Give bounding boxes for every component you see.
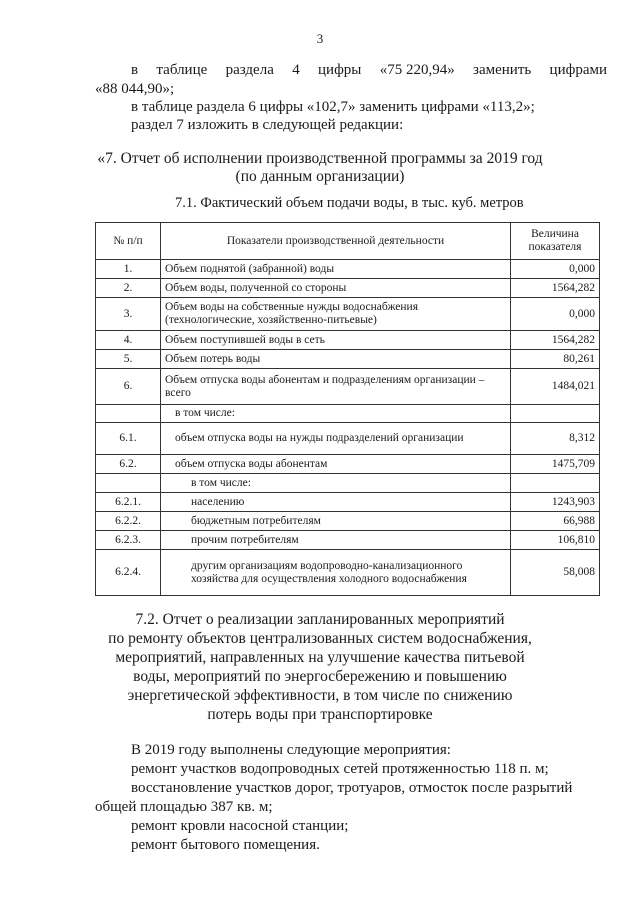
intro-word: таблице (156, 62, 208, 78)
row-desc: населению (161, 493, 511, 512)
row-num: 6.1. (96, 423, 161, 455)
intro-word: 4 (292, 62, 300, 78)
row-num (96, 405, 161, 423)
row-value (511, 474, 600, 493)
row-desc: объем отпуска воды абонентам (161, 455, 511, 474)
row-num: 6.2. (96, 455, 161, 474)
works-item-2-line1: восстановление участков дорог, тротуаров, отмосток после разрытий (131, 780, 573, 796)
row-desc: Объем поднятой (забранной) воды (161, 260, 511, 279)
row-desc: объем отпуска воды на нужды подразделений организации (161, 423, 511, 455)
table-row (96, 298, 600, 331)
row-value: 0,000 (511, 260, 600, 279)
table-row (96, 531, 600, 550)
water-supply-table (95, 222, 600, 596)
table-row (96, 512, 600, 531)
table-header-value: Величина показателя (511, 223, 600, 260)
table-row (96, 331, 600, 350)
table-row (96, 455, 600, 474)
row-desc: другим организациям водопроводно-канализационного хозяйства для осуществления холодного водоснабжения (161, 550, 511, 596)
row-value: 0,000 (511, 298, 600, 331)
table-header-desc: Показатели производственной деятельности (161, 223, 511, 260)
section7-title-line2: (по данным организации) (235, 168, 405, 185)
section72-title-line4: воды, мероприятий по энергосбережению и повышению (133, 668, 507, 685)
works-item-4: ремонт бытового помещения. (131, 837, 320, 853)
intro-word: в (131, 62, 139, 78)
page-number: 3 (316, 31, 324, 46)
row-num: 3. (96, 298, 161, 331)
row-desc: в том числе: (161, 474, 511, 493)
table-row (96, 493, 600, 512)
row-desc: в том числе: (161, 405, 511, 423)
row-desc: Объем поступившей воды в сеть (161, 331, 511, 350)
row-num: 6.2.3. (96, 531, 161, 550)
row-value: 66,988 (511, 512, 600, 531)
row-desc: Объем воды на собственные нужды водоснабжения (технологические, хозяйственно-питьевые) (161, 298, 511, 331)
intro-line-1 (131, 62, 607, 79)
intro-line-2: «88 044,90»; (95, 81, 175, 97)
intro-line-4: раздел 7 изложить в следующей редакции: (131, 117, 404, 133)
section72-title-line6: потерь воды при транспортировке (207, 706, 433, 723)
row-num: 6.2.4. (96, 550, 161, 596)
row-value (511, 405, 600, 423)
works-item-2-line2: общей площадью 387 кв. м; (95, 799, 273, 815)
row-value: 1564,282 (511, 279, 600, 298)
row-value: 1484,021 (511, 369, 600, 405)
row-value: 1243,903 (511, 493, 600, 512)
table-row (96, 474, 600, 493)
table-header-row (96, 223, 600, 260)
row-desc: Объем воды, полученной со стороны (161, 279, 511, 298)
table-row (96, 350, 600, 369)
works-item-3: ремонт кровли насосной станции; (131, 818, 349, 834)
intro-word: раздела (225, 62, 274, 78)
works-item-1: ремонт участков водопроводных сетей протяженностью 118 п. м; (131, 761, 549, 777)
intro-line-3: в таблице раздела 6 цифры «102,7» заменить цифрами «113,2»; (131, 99, 535, 115)
row-value: 1564,282 (511, 331, 600, 350)
section71-subtitle: 7.1. Фактический объем подачи воды, в тыс. куб. метров (175, 195, 524, 211)
row-value: 8,312 (511, 423, 600, 455)
row-desc: бюджетным потребителям (161, 512, 511, 531)
section7-title-line1: «7. Отчет об исполнении производственной программы за 2019 год (97, 150, 543, 167)
row-num: 6.2.1. (96, 493, 161, 512)
works-intro: В 2019 году выполнены следующие мероприятия: (131, 742, 451, 758)
intro-word: цифрами (549, 62, 607, 78)
section72-title-line1: 7.2. Отчет о реализации запланированных мероприятий (135, 611, 505, 628)
table-row (96, 260, 600, 279)
row-desc: Объем потерь воды (161, 350, 511, 369)
table-row (96, 369, 600, 405)
section72-title-line2: по ремонту объектов централизованных систем водоснабжения, (108, 630, 532, 647)
table-row (96, 405, 600, 423)
row-num: 5. (96, 350, 161, 369)
row-num: 6. (96, 369, 161, 405)
row-value: 58,008 (511, 550, 600, 596)
row-num: 4. (96, 331, 161, 350)
row-value: 1475,709 (511, 455, 600, 474)
table-row (96, 550, 600, 596)
row-num: 1. (96, 260, 161, 279)
intro-word: заменить (473, 62, 532, 78)
section72-title-line5: энергетической эффективности, в том числе по снижению (127, 687, 513, 704)
row-num: 6.2.2. (96, 512, 161, 531)
section72-title-line3: мероприятий, направленных на улучшение качества питьевой (115, 649, 525, 666)
row-desc: прочим потребителям (161, 531, 511, 550)
row-value: 80,261 (511, 350, 600, 369)
row-num (96, 474, 161, 493)
row-num: 2. (96, 279, 161, 298)
intro-word: цифры (318, 62, 362, 78)
table-row (96, 423, 600, 455)
row-desc: Объем отпуска воды абонентам и подразделениям организации – всего (161, 369, 511, 405)
row-value: 106,810 (511, 531, 600, 550)
table-header-num: № п/п (96, 223, 161, 260)
intro-word: «75 220,94» (379, 62, 455, 78)
table-row (96, 279, 600, 298)
